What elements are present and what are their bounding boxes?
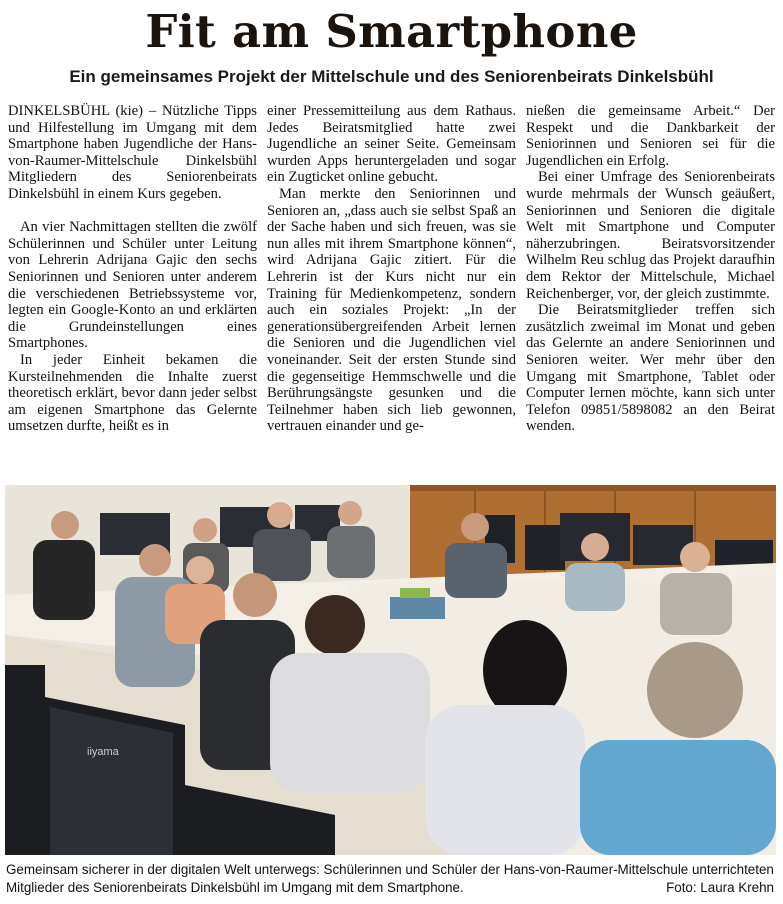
article-body — [8, 103, 775, 475]
paragraph: einer Pressemitteilung aus dem Rathaus. Jedes Beiratsmitglied hatte zwei Jugendliche an seiner Seite. Gemeinsam wurden Apps heruntergeladen und sogar ein Zugticket online gebucht. — [267, 103, 516, 186]
headline: Fit am Smartphone — [145, 5, 638, 58]
photo-illustration — [5, 485, 776, 855]
paragraph: An vier Nachmittagen stellten die zwölf Schülerinnen und Schüler unter Leitung von Lehrerin Adrijana Gajic den sechs Seniorinnen und Senioren unter anderem die verschiedenen Betriebssysteme vor, legten ein Google-Konto an und erklärten die Grundeinstellungen eines Smartphones. — [8, 219, 257, 352]
pc-tower — [5, 665, 45, 855]
books — [390, 597, 445, 619]
article-column-3 — [526, 103, 775, 475]
paragraph: In jeder Einheit bekamen die Kursteilnehmenden die Inhalte zuerst theoretisch erklärt, bevor dann jeder selbst am eigenen Smartphone das Gelernte umsetzen durfte, heißt es in — [8, 351, 257, 435]
paragraph-lead: DINKELSBÜHL (kie) – Nützliche Tipps und Hilfestellung im Umgang mit dem Smartphone haben Jugendliche der Hans-von-Raumer-Mittelschule Dinkelsbühl Mitgliedern des Seniorenbeirats Dinkelsbühl in einem Kurs gegeben. — [8, 103, 257, 202]
paragraph: nießen die gemeinsame Arbeit.“ Der Respekt und die Dankbarkeit der Seniorinnen und Senioren sei für die Jugendlichen ein Erfolg. — [526, 103, 775, 169]
caption-text: Gemeinsam sicherer in der digitalen Welt unterwegs: Schülerinnen und Schüler der Hans-von-Raumer-Mittelschule unterrichteten Mitglieder des Seniorenbeirats Dinkelsbühl im Umgang mit dem Smartphone. — [6, 862, 774, 895]
paragraph: Bei einer Umfrage des Seniorenbeirats wurde mehrmals der Wunsch geäußert, Seniorinnen und Senioren die digitale Welt mit Smartphone und Computer näherzubringen. Beiratsvorsitzender Wilhelm Reu schlug das Projekt daraufhin dem Rektor der Mittelschule, Michael Reichenberger, vor, der gleich zustimmte. — [526, 169, 775, 302]
pc-tower — [525, 525, 565, 570]
subheadline: Ein gemeinsames Projekt der Mittelschule und des Seniorenbeirats Dinkelsbühl — [69, 67, 714, 86]
article-column-2 — [267, 103, 516, 475]
paragraph: Die Beiratsmitglieder treffen sich zusätzlich zweimal im Monat und geben das Gelernte an andere Seniorinnen und Senioren weiter. Wer mehr über den Umgang mit Smartphone, Tablet oder Computer lernen möchte, kann sich unter Telefon 09851/5898082 an den Beirat wenden. — [526, 302, 775, 435]
photo-credit: Foto: Laura Krehn — [666, 880, 774, 895]
monitor-brand-label: iiyama — [87, 746, 119, 758]
photo-caption — [6, 861, 774, 897]
article-photo — [5, 485, 776, 855]
article-column-1 — [8, 103, 257, 475]
paragraph: Man merkte den Seniorinnen und Senioren an, „dass auch sie selbst Spaß an der Sache haben und sich freuen, was sie nun alles mit ihrem Smartphone können“, wird Adrijana Gajic zitiert. Für die Lehrerin ist der Kurs nicht nur ein Training für Medienkompetenz, sondern auch ein soziales Projekt: „In der generationsübergreifenden Arbeit lernen die Senioren und die Jugendlichen viel voneinander. Seit der ersten Stunde sind die gegenseitige Hemmschwelle und die Berührungsängste gesunken und die Teilnehmer haben sich lieb gewonnen, vertrauen einander und ge- — [267, 185, 516, 435]
